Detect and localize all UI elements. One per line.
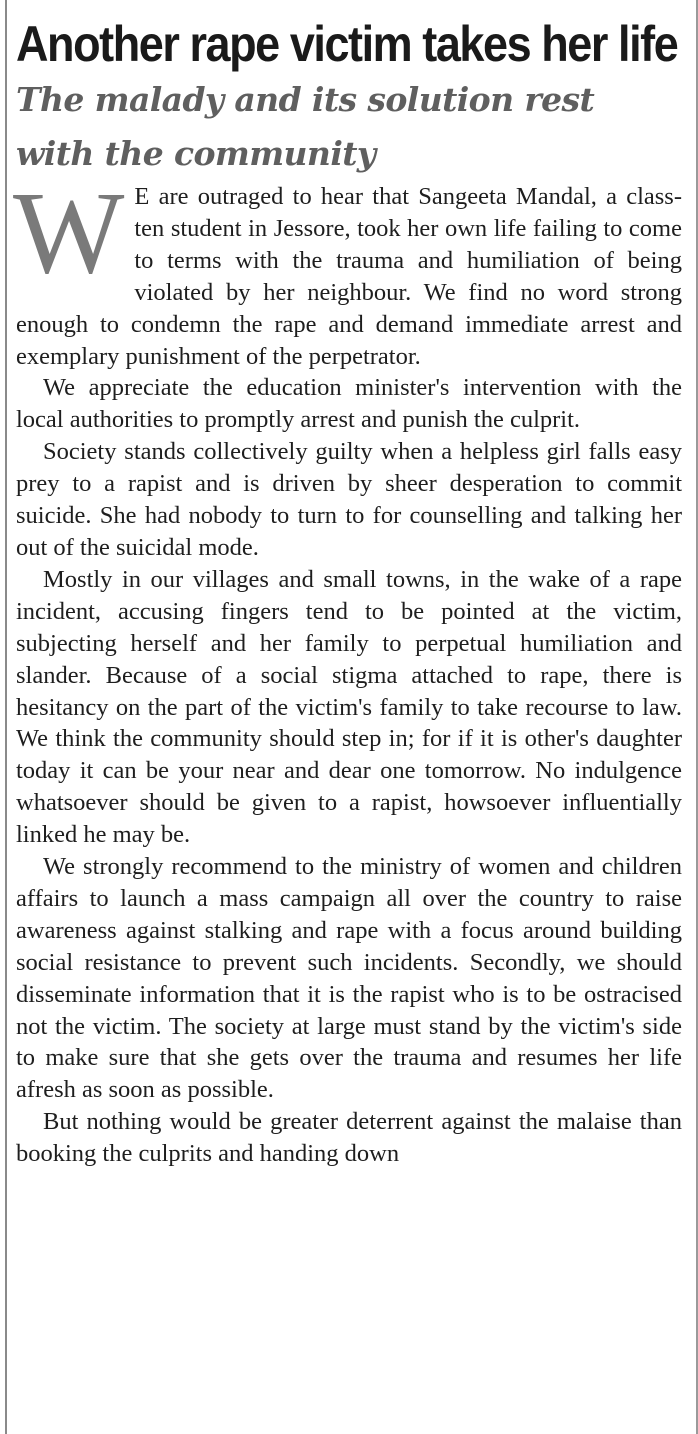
paragraph-1 <box>13 167 682 372</box>
paragraph-1-text: E are outraged to hear that Sangeeta Mandal, a class-ten student in Jessore, took her own life failing to come to terms with the trauma and humiliation of being violated by her neighbour. We find no word strong enough to condemn the rape and demand immediate arrest and exemplary punishment of the perpetrator. <box>16 183 682 370</box>
editorial-article <box>13 0 682 1170</box>
paragraph-6: But nothing would be greater deterrent against the malaise than booking the culprits and handing down <box>16 1108 682 1168</box>
headline: Another rape victim takes her life <box>16 16 678 72</box>
drop-cap: W <box>13 167 125 298</box>
paragraph-4: Mostly in our villages and small towns, in the wake of a rape incident, accusing fingers tend to be pointed at the victim, subjecting herself and her family to perpetual humiliation and slander. Because of a social stigma attached to rape, there is hesitancy on the part of the victim's family to take recourse to law. We think the community should step in; for if it is other's daughter today it can be your near and dear one tomorrow. No indulgence whatsoever should be given to a rapist, howsoever influentially linked he may be. <box>16 565 682 849</box>
paragraph-3: Society stands collectively guilty when a helpless girl falls easy prey to a rapist and is driven by sheer desperation to commit suicide. She had nobody to turn to for counselling and talking her out of the suicidal mode. <box>16 438 682 561</box>
paragraph-2: We appreciate the education minister's intervention with the local authorities to promptly arrest and punish the culprit. <box>16 374 682 434</box>
subheadline: The malady and its solution rest with the community <box>16 80 595 173</box>
article-body <box>13 167 682 1170</box>
paragraph-5: We strongly recommend to the ministry of women and children affairs to launch a mass campaign all over the country to raise awareness against stalking and rape with a focus around building social resistance to prevent such incidents. Secondly, we should disseminate information that it is the rapist who is to be ostracised not the victim. The society at large must stand by the victim's side to make sure that she gets over the trauma and resumes her life afresh as soon as possible. <box>16 853 682 1104</box>
column-rule-left <box>5 0 7 1434</box>
